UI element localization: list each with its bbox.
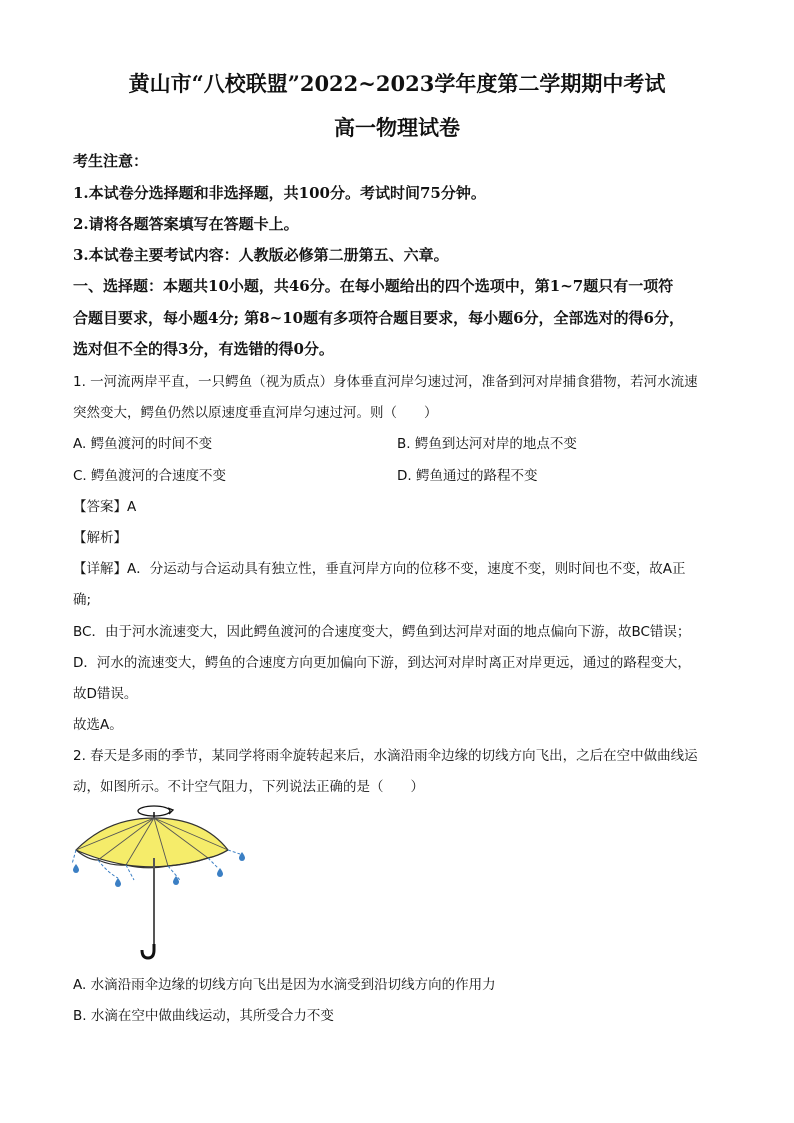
section-instruction: 合题目要求，每小题4分; 第8~10题有多项符合题目要求，每小题6分，全部选对的得6分，: [73, 309, 684, 327]
q1-detail: 故D错误。: [73, 686, 138, 702]
water-drop-icon: [115, 878, 121, 887]
umbrella-handle: [142, 944, 154, 958]
notice-item: 1.本试卷分选择题和非选择题，共100分。考试时间75分钟。: [73, 184, 486, 202]
section-instruction: 选对但不全的得3分，有选错的得0分。: [73, 340, 334, 358]
q1-detail: 【详解】A．分运动与合运动具有独立性，垂直河岸方向的位移不变，速度不变，则时间也不变，故A正: [73, 561, 686, 577]
umbrella-figure: [68, 798, 258, 966]
question-2-stem: 2. 春天是多雨的季节，某同学将雨伞旋转起来后，水滴沿雨伞边缘的切线方向飞出，之后在空中做曲线运: [73, 748, 698, 764]
exam-subtitle: 高一物理试卷: [334, 115, 460, 140]
question-1-stem: 突然变大，鳄鱼仍然以原速度垂直河岸匀速过河。则（ ）: [73, 405, 438, 421]
notice-item: 2.请将各题答案填写在答题卡上。: [73, 215, 299, 233]
section-instruction: 一、选择题：本题共10小题，共46分。在每小题给出的四个选项中，第1~7题只有一项符: [73, 277, 674, 295]
q1-detail: D．河水的流速变大，鳄鱼的合速度方向更加偏向下游，到达河对岸时离正对岸更远，通过的路程变大，: [73, 655, 691, 671]
q1-option-d: D. 鳄鱼通过的路程不变: [397, 468, 538, 484]
question-2-stem: 动，如图所示。不计空气阻力，下列说法正确的是（ ）: [73, 779, 424, 795]
q1-option-c: C. 鳄鱼渡河的合速度不变: [73, 468, 227, 484]
notice-item: 3.本试卷主要考试内容：人教版必修第二册第五、六章。: [73, 246, 449, 264]
q1-analysis-label: 【解析】: [73, 530, 127, 546]
q1-detail: BC．由于河水流速变大，因此鳄鱼渡河的合速度变大，鳄鱼到达河岸对面的地点偏向下游，故BC错误；: [73, 624, 691, 640]
q1-detail: 故选A。: [73, 717, 123, 733]
question-1-stem: 1. 一河流两岸平直，一只鳄鱼（视为质点）身体垂直河岸匀速过河，准备到河对岸捕食猎物，若河水流速: [73, 374, 698, 390]
exam-title: 黄山市“八校联盟”2022~2023学年度第二学期期中考试: [128, 71, 666, 96]
water-drop-icon: [73, 864, 79, 873]
water-drop-icon: [239, 852, 245, 861]
q1-answer: 【答案】A: [73, 499, 137, 515]
q1-option-a: A. 鳄鱼渡河的时间不变: [73, 436, 213, 452]
q1-option-b: B. 鳄鱼到达河对岸的地点不变: [397, 436, 577, 452]
water-drop-icon: [217, 868, 223, 877]
q1-detail: 确;: [73, 592, 92, 608]
notice-heading: 考生注意：: [73, 152, 149, 170]
q2-option-a: A. 水滴沿雨伞边缘的切线方向飞出是因为水滴受到沿切线方向的作用力: [73, 977, 496, 993]
q2-option-b: B. 水滴在空中做曲线运动，其所受合力不变: [73, 1008, 334, 1024]
rotation-arrow-icon: [138, 806, 173, 816]
